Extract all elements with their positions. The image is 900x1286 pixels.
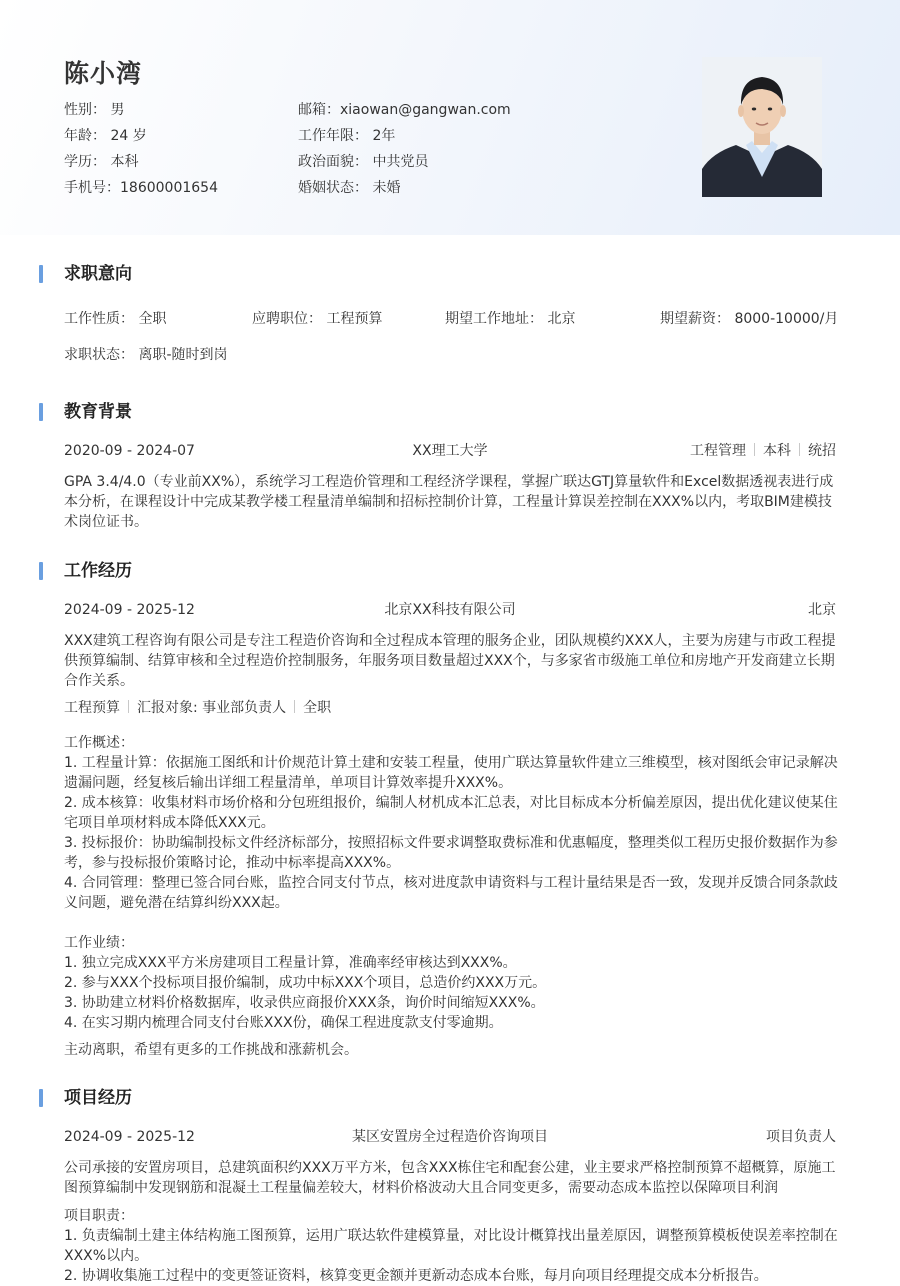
education-tags	[690, 441, 836, 461]
text-line: 2. 协调收集施工过程中的变更签证资料，核算变更金额并更新动态成本台账，每月向项目经理提交成本分析报告。	[64, 1268, 768, 1284]
text-line: 工作业绩：	[64, 935, 134, 951]
education-level-field: 学历： 本科	[64, 154, 139, 170]
text-line: GPA 3.4/4.0（专业前XX%），系统学习工程造价管理和工程经济学课程，掌握广联达GTJ算量软件和Excel数据透视表进行成	[64, 474, 834, 490]
email-field: 邮箱：xiaowan@gangwan.com	[298, 102, 511, 118]
expected-salary-field: 期望薪资： 8000-10000/月	[660, 311, 839, 327]
job-title-tag: 工程预算	[64, 700, 120, 716]
work-tags	[64, 698, 331, 718]
education-description	[64, 472, 836, 532]
education-period: 2020-09 - 2024-07	[64, 443, 195, 459]
text-line: 图预算编制中发现钢筋和混凝土工程量偏差较大，材料价格波动大且合同变更多，需要动态成本监控以保障项目利润	[64, 1180, 778, 1196]
text-line: XXX建筑工程咨询有限公司是专注工程造价咨询和全过程成本管理的服务企业，团队规模约XXX人，主要为房建与市政工程提	[64, 633, 836, 649]
target-location-field: 期望工作地址： 北京	[445, 311, 576, 327]
phone-field: 手机号：18600001654	[64, 180, 218, 196]
text-line: 4. 合同管理：整理已签合同台账，监控合同支付节点，核对进度款申请资料与工程计量结果是否一致，发现并反馈合同条款歧	[64, 875, 838, 891]
education-header-row	[64, 441, 836, 461]
target-position-field: 应聘职位： 工程预算	[252, 311, 383, 327]
marital-status-field: 婚姻状态： 未婚	[298, 180, 401, 196]
job-status-field: 求职状态： 离职-随时到岗	[64, 347, 228, 363]
text-line: 项目职责：	[64, 1208, 134, 1224]
gender-field: 性别： 男	[64, 102, 125, 118]
text-line: 1. 独立完成XXX平方米房建项目工程量计算，准确率经审核达到XXX%。	[64, 955, 517, 971]
section-title-work: 工作经历	[64, 561, 132, 581]
resume-header	[0, 0, 900, 235]
text-line: XXX%以内。	[64, 1248, 149, 1264]
company-name: 北京XX科技有限公司	[384, 602, 516, 618]
work-years-field: 工作年限： 2年	[298, 128, 396, 144]
text-line: 3. 投标报价：协助编制投标文件经济标部分，按照招标文件要求调整取费标准和优惠幅度，整理类似工程历史报价数据作为参	[64, 835, 838, 851]
text-line: 工作概述：	[64, 735, 134, 751]
section-accent-bar	[39, 265, 43, 283]
text-line: 2. 成本核算：收集材料市场价格和分包班组报价，编制人材机成本汇总表，对比目标成本分析偏差原因，提出优化建议使某住	[64, 795, 838, 811]
project-intro	[64, 1158, 836, 1198]
work-header-row	[64, 600, 836, 620]
tag-divider	[799, 443, 800, 456]
person-photo-icon	[702, 57, 822, 197]
work-details	[64, 733, 836, 1033]
text-line: 术岗位证书。	[64, 514, 148, 530]
candidate-name: 陈小湾	[64, 59, 143, 88]
major-tag: 工程管理	[690, 443, 746, 459]
text-line: 遗漏问题，经复核后输出详细工程量清单，单项目计算效率提升XXX%。	[64, 775, 513, 791]
job-nature-field: 工作性质： 全职	[64, 311, 167, 327]
text-line: 合作关系。	[64, 673, 134, 689]
project-role: 项目负责人	[766, 1129, 836, 1145]
section-title-project: 项目经历	[64, 1088, 132, 1108]
school-name: XX理工大学	[412, 443, 488, 459]
degree-tag: 本科	[763, 443, 791, 459]
profile-photo	[702, 57, 822, 197]
text-line: 公司承接的安置房项目，总建筑面积约XXX万平方米，包含XXX栋住宅和配套公建，业主要求严格控制预算不超概算，原施工	[64, 1160, 836, 1176]
tag-divider	[294, 700, 295, 713]
report-to-tag: 汇报对象: 事业部负责人	[137, 700, 287, 716]
text-line: 2. 参与XXX个投标项目报价编制，成功中标XXX个项目，总造价约XXX万元。	[64, 975, 547, 991]
text-line: 宅项目单项材料成本降低XXX元。	[64, 815, 275, 831]
employment-type-tag: 全职	[303, 700, 332, 716]
section-title-education: 教育背景	[64, 402, 132, 422]
tag-divider	[128, 700, 129, 713]
age-field: 年龄： 24 岁	[64, 128, 147, 144]
text-line: 3. 协助建立材料价格数据库，收录供应商报价XXX条，询价时间缩短XXX%。	[64, 995, 545, 1011]
section-accent-bar	[39, 562, 43, 580]
text-line: 1. 工程量计算：依据施工图纸和计价规范计算土建和安装工程量，使用广联达算量软件建立三维模型，核对图纸会审记录解决	[64, 755, 838, 771]
project-duties	[64, 1206, 836, 1286]
project-period: 2024-09 - 2025-12	[64, 1129, 195, 1145]
section-accent-bar	[39, 403, 43, 421]
project-name: 某区安置房全过程造价咨询项目	[352, 1129, 548, 1145]
text-line: 1. 负责编制土建主体结构施工图预算，运用广联达软件建模算量，对比设计概算找出量差原因，调整预算模板使误差率控制在	[64, 1228, 838, 1244]
political-status-field: 政治面貌： 中共党员	[298, 154, 429, 170]
company-intro	[64, 631, 836, 691]
leave-reason: 主动离职，希望有更多的工作挑战和涨薪机会。	[64, 1042, 358, 1058]
work-period: 2024-09 - 2025-12	[64, 602, 195, 618]
tag-divider	[754, 443, 755, 456]
text-line: 义问题，避免潜在结算纠纷XXX起。	[64, 895, 289, 911]
project-header-row	[64, 1127, 836, 1147]
section-accent-bar	[39, 1089, 43, 1107]
section-title-intent: 求职意向	[64, 264, 132, 284]
text-line: 4. 在实习期内梳理合同支付台账XXX份，确保工程进度款支付零逾期。	[64, 1015, 503, 1031]
text-line: 供预算编制、结算审核和全过程造价控制服务，年服务项目数量超过XXX个，与多家省市级施工单位和房地产开发商建立长期	[64, 653, 835, 669]
work-city: 北京	[808, 602, 836, 618]
blank-line	[64, 913, 836, 933]
text-line: 本分析，在课程设计中完成某教学楼工程量清单编制和招标控制价计算，工程量计算误差控制在XXX%以内，考取BIM建模技	[64, 494, 832, 510]
text-line: 考，参与投标报价策略讨论，推动中标率提高XXX%。	[64, 855, 401, 871]
enrollment-tag: 统招	[808, 443, 836, 459]
